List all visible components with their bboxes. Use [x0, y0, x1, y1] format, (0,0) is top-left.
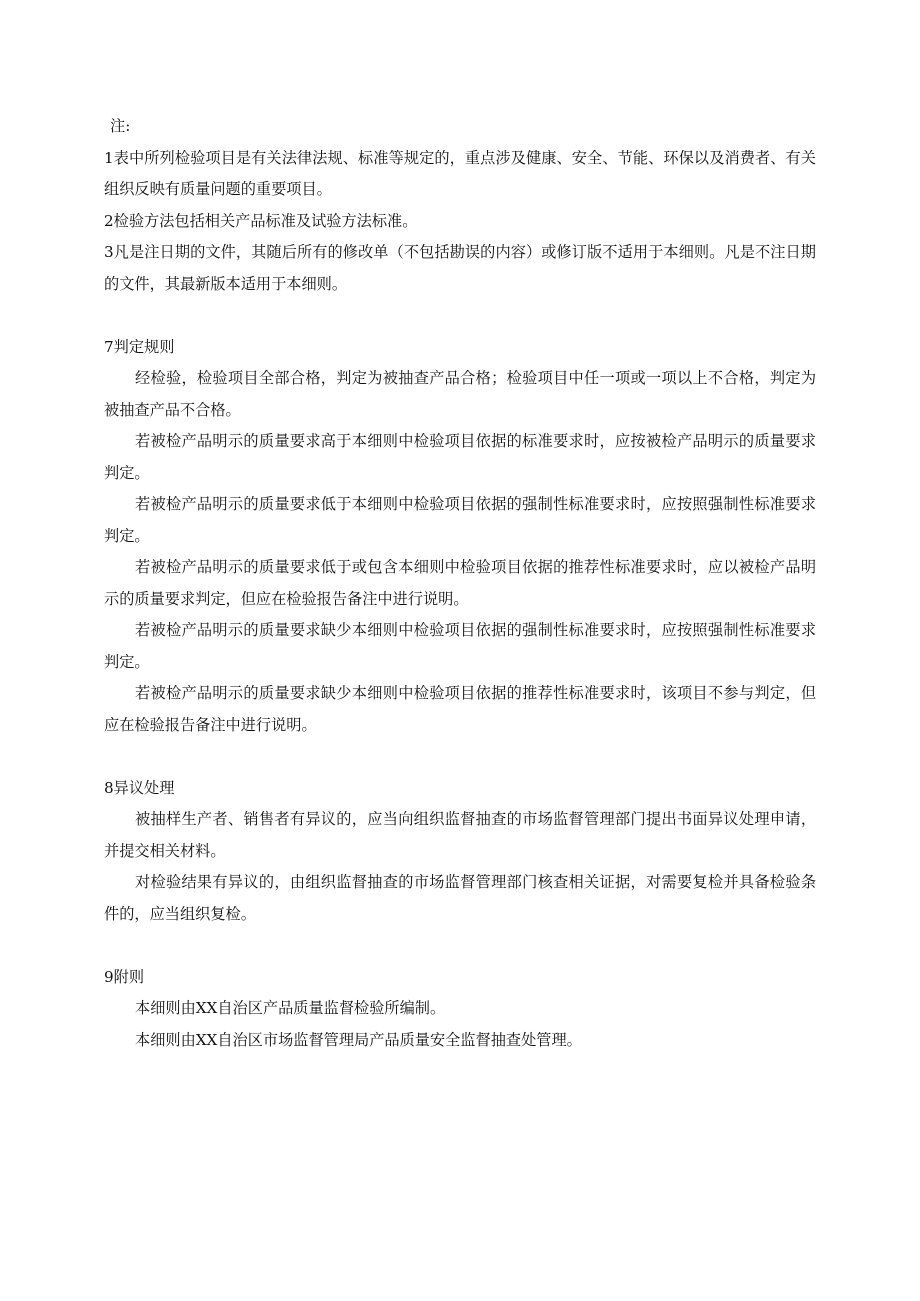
- section-7-paragraph-6: 若被检产品明示的质量要求缺少本细则中检验项目依据的推荐性标准要求时，该项目不参与判定，但应在检验报告备注中进行说明。: [104, 684, 816, 734]
- section-9-paragraph-1: 本细则由XX自治区产品质量监督检验所编制。: [135, 999, 446, 1017]
- section-8-paragraph-2: 对检验结果有异议的，由组织监督抽查的市场监督管理部门核查相关证据，对需要复检并具备检验条件的，应当组织复检。: [104, 873, 816, 923]
- section-7-title: 7判定规则: [104, 337, 175, 356]
- section-7-paragraph-3: 若被检产品明示的质量要求低于本细则中检验项目依据的强制性标准要求时，应按照强制性标准要求判定。: [104, 495, 816, 545]
- section-9-title: 9附则: [104, 967, 145, 986]
- section-9-paragraph-2: 本细则由XX自治区市场监督管理局产品质量安全监督抽查处管理。: [135, 1030, 582, 1049]
- section-7-paragraph-4: 若被检产品明示的质量要求低于或包含本细则中检验项目依据的推荐性标准要求时，应以被检产品明示的质量要求判定，但应在检验报告备注中进行说明。: [104, 558, 816, 608]
- note-item-2: 2检验方法包括相关产品标准及试验方法标准。: [104, 211, 418, 230]
- notes-label: 注:: [110, 117, 131, 135]
- note-item-1: 1表中所列检验项目是有关法律法规、标准等规定的，重点涉及健康、安全、节能、环保以及消费者、有关组织反映有质量问题的重要项目。: [104, 148, 816, 198]
- section-8-paragraph-1: 被抽样生产者、销售者有异议的，应当向组织监督抽查的市场监督管理部门提出书面异议处理申请，并提交相关材料。: [104, 810, 816, 860]
- document-body: [104, 111, 816, 1056]
- section-gap: [104, 930, 816, 962]
- section-8-title: 8异议处理: [104, 778, 175, 797]
- section-7-paragraph-5: 若被检产品明示的质量要求缺少本细则中检验项目依据的强制性标准要求时，应按照强制性标准要求判定。: [104, 621, 816, 671]
- section-7-paragraph-1: 经检验，检验项目全部合格，判定为被抽查产品合格；检验项目中任一项或一项以上不合格，判定为被抽查产品不合格。: [104, 369, 816, 419]
- section-7-paragraph-2: 若被检产品明示的质量要求高于本细则中检验项目依据的标准要求时，应按被检产品明示的质量要求判定。: [104, 432, 816, 482]
- note-item-3: 3凡是注日期的文件，其随后所有的修改单（不包括勘误的内容）或修订版不适用于本细则。凡是不注日期的文件，其最新版本适用于本细则。: [104, 243, 816, 293]
- section-gap: [104, 741, 816, 773]
- section-gap: [104, 300, 816, 332]
